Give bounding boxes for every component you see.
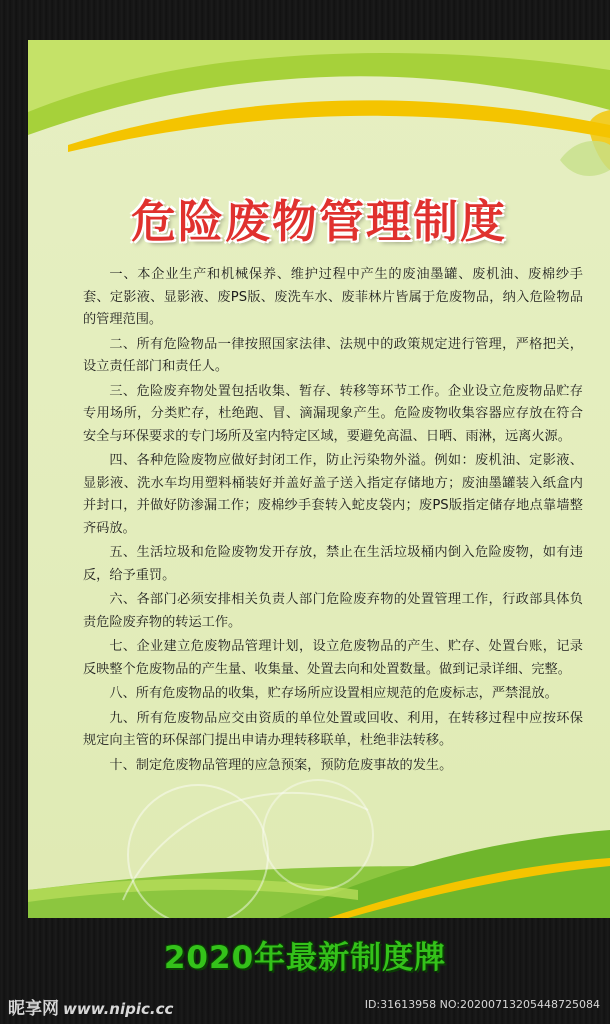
watermark-logo [8,994,173,1018]
regulation-item: 四、各种危险废物应做好封闭工作，防止污染物外溢。例如：废机油、定影液、显影液、洗水车均用塑料桶装好并盖好盖子送入指定存储地方；废油墨罐装入纸盒内并封口，并做好防渗漏工作；废棉纱手套转入蛇皮袋内；废PS版指定储存地点靠墙整齐码放。 [83,453,583,536]
board-title: 危险废物管理制度 [130,195,507,248]
regulation-item: 一、本企业生产和机械保养、维护过程中产生的废油墨罐、废机油、废棉纱手套、定影液、显影液、废PS版、废洗车水、废菲林片皆属于危废物品，纳入危险物品的管理范围。 [83,267,583,327]
footer-title: 2020年最新制度牌 [163,940,447,976]
regulation-item: 五、生活垃圾和危险废物发开存放，禁止在生活垃圾桶内倒入危险废物，如有违反，给予重罚。 [83,545,583,583]
regulation-item: 八、所有危废物品的收集，贮存场所应设置相应规范的危废标志，严禁混放。 [109,686,558,701]
regulation-item: 七、企业建立危废物品管理计划，设立危废物品的产生、贮存、处置台账，记录反映整个危废物品的产生量、收集量、处置去向和处置数量。做到记录详细、完整。 [83,639,583,677]
regulation-item: 三、危险废弃物处置包括收集、暂存、转移等环节工作。企业设立危废物品贮存专用场所，分类贮存，杜绝跑、冒、滴漏现象产生。危险废物收集容器应存放在符合安全与环保要求的专门场所及室内特定区域，要避免高温、日晒、雨淋，远离火源。 [83,383,583,444]
regulation-content [83,264,583,779]
regulation-item: 十、制定危废物品管理的应急预案，预防危废事故的发生。 [109,757,453,773]
watermark-logo-text: 昵享网 [8,999,59,1019]
watermark-id: ID:31613958 NO:20200713205448725084 [364,998,600,1011]
watermark-url: www.nipic.cc [63,1000,174,1018]
regulation-item: 六、各部门必须安排相关负责人部门危险废弃物的处置管理工作，行政部具体负责危险废弃物的转运工作。 [83,592,583,630]
regulation-item: 九、所有危废物品应交由资质的单位处置或回收、利用，在转移过程中应按环保规定向主管的环保部门提出申请办理转移联单，杜绝非法转移。 [83,710,583,748]
notice-board [28,40,610,918]
regulation-item: 二、所有危险物品一律按照国家法律、法规中的政策规定进行管理，严格把关，设立责任部门和责任人。 [83,336,583,374]
top-swoosh-yellow [68,100,610,152]
leaf-icon [560,141,610,176]
